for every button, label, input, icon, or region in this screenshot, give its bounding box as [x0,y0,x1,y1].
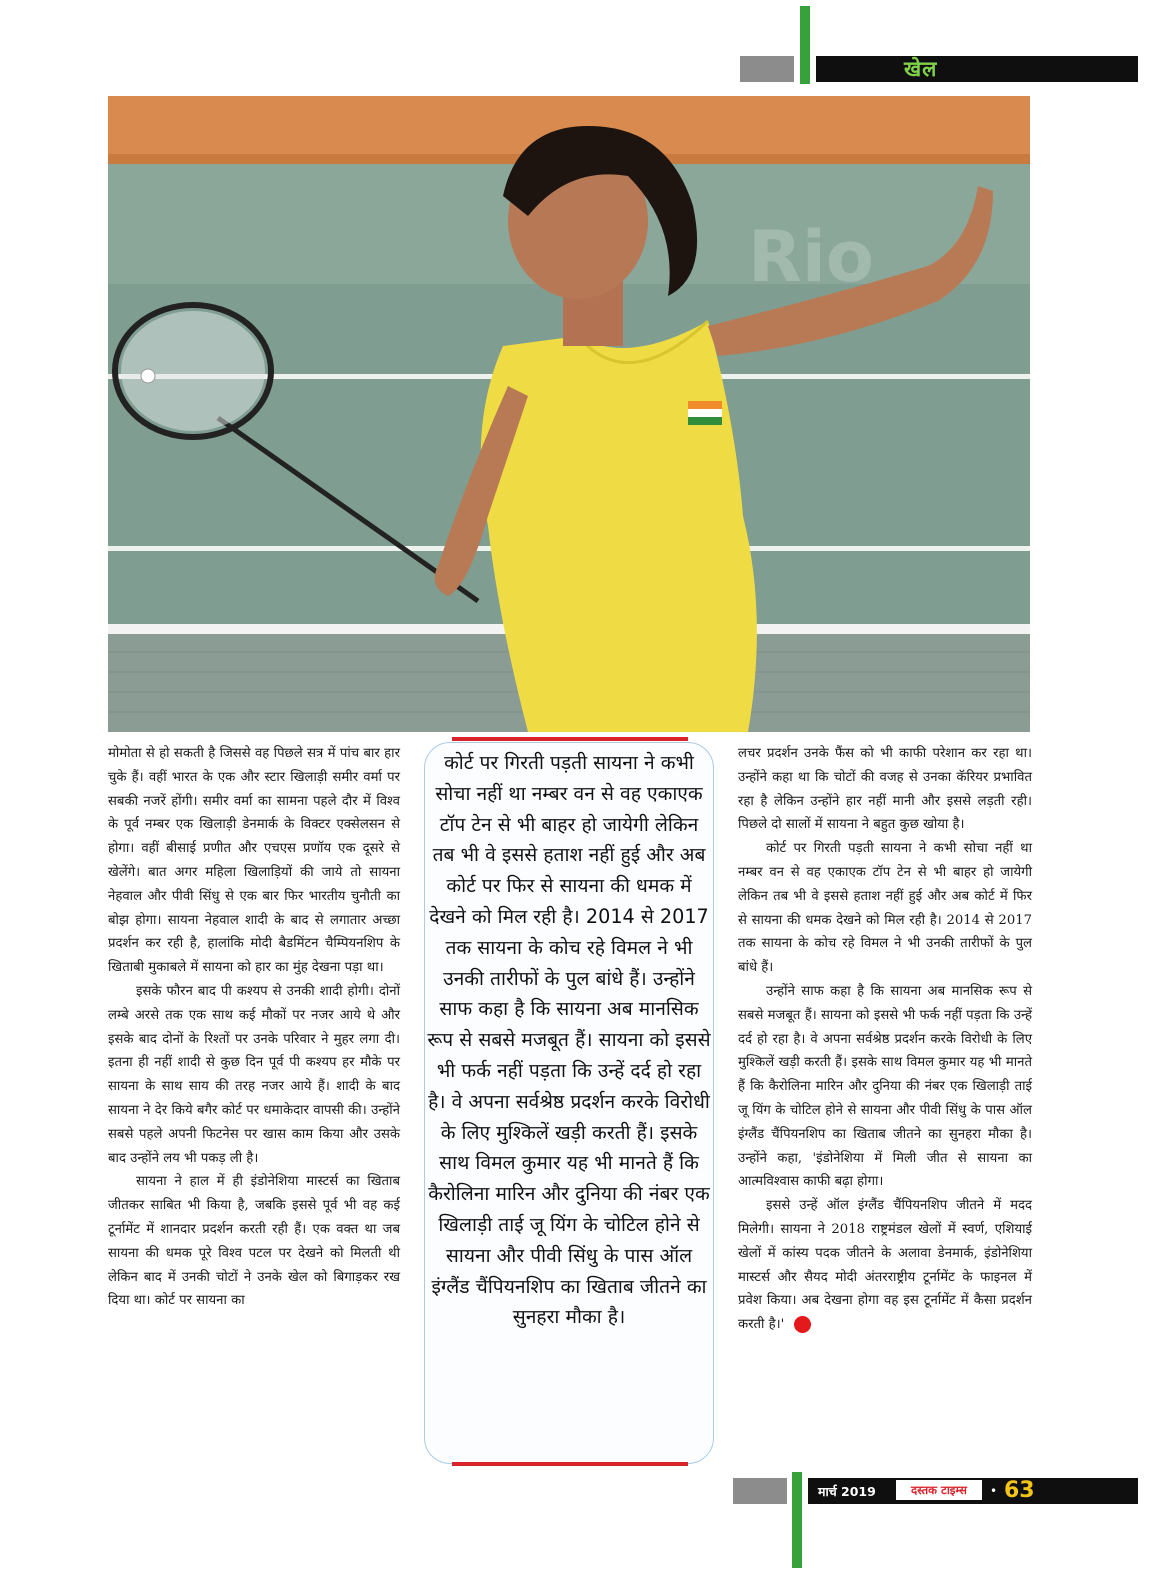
article-column-right [738,742,1032,1337]
magazine-name: दस्तक टाइम्स [911,1483,967,1497]
header-accent-bar [800,6,810,84]
footer-gray-block [733,1478,787,1504]
svg-text:Rio: Rio [748,216,874,298]
page-number: 63 [1004,1478,1035,1503]
article-paragraph: कोर्ट पर गिरती पड़ती सायना ने कभी सोचा नहीं था नम्बर वन से वह एकाएक टॉप टेन से भी बाहर हो जायेगी लेकिन तब भी वे इससे हताश नहीं हुई और अब कोर्ट में फिर से सायना की धमक देखने को मिल रही है। 2014 से 2017 तक सायना के कोच रहे विमल ने भी उनकी तारीफों के पुल बांधे हैं। [738,841,1032,976]
pull-quote-text: कोर्ट पर गिरती पड़ती सायना ने कभी सोचा नहीं था नम्बर वन से वह एकाएक टॉप टेन से भी बाहर हो जायेगी लेकिन तब भी वे इससे हताश नहीं हुई और अब कोर्ट पर फिर से सायना की धमक में देखने को मिल रही है। 2014 से 2017 तक सायना के कोच रहे विमल ने भी उनकी तारीफों के पुल बांधे हैं। उन्होंने साफ कहा है कि सायना अब मानसिक रूप से सबसे मजबूत हैं। सायना को इससे भी फर्क नहीं पड़ता कि उन्हें दर्द हो रहा है। वे अपना सर्वश्रेष्ठ प्रदर्शन करके विरोधी के लिए मुश्किलें खड़ी करती हैं। इसके साथ विमल कुमार यह भी मानते हैं कि कैरोलिना मारिन और दुनिया की नंबर एक खिलाड़ी ताई जू यिंग के चोटिल होने से सायना और पीवी सिंधु के पास ऑल इंग्लैंड चैंपियनशिप का खिताब जीतने का सुनहरा मौका है। [427,751,711,1329]
article-paragraph: इसके फौरन बाद पी कश्यप से उनकी शादी होगी। दोनों लम्बे अरसे तक एक साथ कई मौकों पर नजर आये थे और इसके बाद दोनों के रिश्तों पर उनके परिवार ने मुहर लगा दी। इतना ही नहीं शादी से कुछ दिन पूर्व पी कश्यप हर मौके पर सायना के साथ साय की तरह नजर आये हैं। शादी के बाद सायना ने देर किये बगैर कोर्ट पर धमाकेदार वापसी की। उन्होंने सबसे पहले अपनी फिटनेस पर खास काम किया और उसके बाद उन्होंने लय भी पकड़ ली है। [108,983,400,1166]
article-photo [108,96,1030,732]
article-paragraph: उन्होंने साफ कहा है कि सायना अब मानसिक रूप से सबसे मजबूत हैं। सायना को इससे भी फर्क नहीं पड़ता कि उन्हें दर्द हो रहा है। वे अपना सर्वश्रेष्ठ प्रदर्शन करके विरोधी के लिए मुश्किलें खड़ी करती हैं। इसके साथ विमल कुमार यह भी मानते हैं कि कैरोलिना मारिन और दुनिया की नंबर एक खिलाड़ी ताई जू यिंग के चोटिल होने से सायना और पीवी सिंधु के पास ऑल इंग्लैंड चैंपियनशिप का खिताब जीतने का सुनहरा मौका है। उन्होंने कहा, 'इंडोनेशिया में मिली जीत से सायना का आत्मविश्वास काफी बढ़ा होगा। [738,983,1032,1190]
pull-quote-bottom-rule [452,1462,688,1466]
article-paragraph: मोमोता से हो सकती है जिससे वह पिछले सत्र में पांच बार हार चुके हैं। वहीं भारत के एक और स्टार खिलाड़ी समीर वर्मा पर सबकी नजरें होंगी। समीर वर्मा का सामना पहले दौर में विश्व के पूर्व नम्बर एक खिलाड़ी डेनमार्क के विक्टर एक्सेलसन से होगा। वहीं बीसाई प्रणीत और एचएस प्रणॉय एक दूसरे से खेलेंगे। बात अगर महिला खिलाड़ियों की जाये तो सायना नेहवाल और पीवी सिंधु से एक बार फिर भारतीय चुनौती का बोझ होगा। सायना नेहवाल शादी के बाद से लगातार अच्छा प्रदर्शन कर रही है, हालांकि मोदी बैडमिंटन चैम्पियनशिप के खिताबी मुकाबले में सायना को हार का मुंह देखना पड़ा था। [108,746,400,976]
article-paragraph-text: इससे उन्हें ऑल इंग्लैंड चैंपियनशिप जीतने में मदद मिलेगी। सायना ने 2018 राष्ट्रमंडल खेलों में स्वर्ण, एशियाई खेलों में कांस्य पदक जीतने के अलावा डेनमार्क, इंडोनेशिया मास्टर्स और सैयद मोदी अंतरराष्ट्रीय टूर्नामेंट के फाइनल में प्रवेश किया। अब देखना होगा वह इस टूर्नामेंट में कैसा प्रदर्शन करती है।' [738,1198,1032,1333]
header-gray-block [740,56,794,82]
article-paragraph: सायना ने हाल में ही इंडोनेशिया मास्टर्स का खिताब जीतकर साबित भी किया है, जबकि इससे पूर्व भी वह कई टूर्नामेंट में शानदार प्रदर्शन करती रही हैं। एक वक्त था जब सायना की धमक पूरे विश्व पटल पर देखने को मिलती थी लेकिन बाद में उनकी चोटों ने उनके खेल को बिगाड़कर रख दिया था। कोर्ट पर सायना का [108,1174,400,1309]
article-column-left [108,742,400,1313]
section-banner [816,56,1138,82]
issue-date: मार्च 2019 [818,1484,876,1499]
article-paragraph-final [738,1194,1032,1337]
section-label: खेल [904,57,938,81]
magazine-logo [896,1480,982,1500]
article-paragraph: लचर प्रदर्शन उनके फैंस को भी काफी परेशान कर रहा था। उन्होंने कहा था कि चोटों की वजह से उनका कॅरियर प्रभावित रहा है लेकिन उन्होंने हार नहीं मानी और इससे लड़ती रही। पिछले दो सालों में सायना ने बहुत कुछ खोया है। [738,746,1032,833]
footer-accent-bar [792,1472,802,1568]
footer-separator: • [990,1484,998,1498]
pull-quote-top-rule [452,737,688,741]
article-end-marker-icon [794,1316,811,1333]
